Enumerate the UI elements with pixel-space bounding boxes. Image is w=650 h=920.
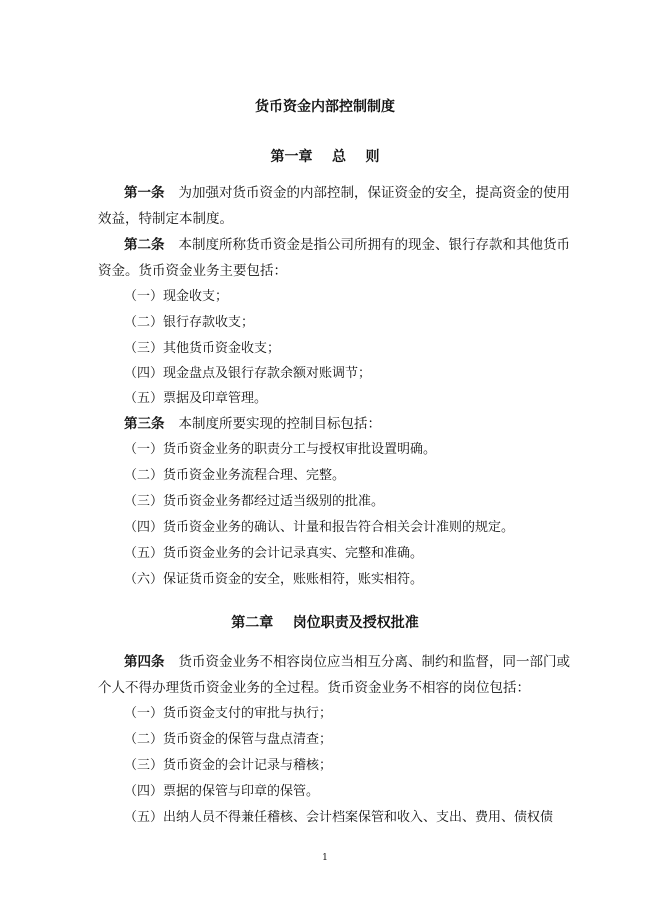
article-4-item-5: （五）出纳人员不得兼任稽核、会计档案保管和收入、支出、费用、债权债	[124, 810, 554, 825]
document-title: 货币资金内部控制制度	[255, 99, 395, 115]
page-number: 1	[322, 853, 328, 863]
article-2-item-2: （二）银行存款收支；	[124, 315, 255, 330]
article-1-label: 第一条	[124, 185, 165, 201]
article-2-line-1	[124, 235, 594, 255]
article-4-item-1: （一）货币资金支付的审批与执行；	[124, 706, 333, 721]
article-2-item-4: （四）现金盘点及银行存款余额对账调节；	[124, 366, 372, 381]
article-3-label: 第三条	[124, 416, 165, 432]
article-4-line-1	[124, 652, 594, 672]
article-3-item-4: （四）货币资金业务的确认、计量和报告符合相关会计准则的规定。	[124, 520, 515, 535]
article-4-label: 第四条	[124, 654, 165, 670]
article-2-item-5: （五）票据及印章管理。	[124, 391, 268, 406]
article-2-item-1: （一）现金收支；	[124, 289, 229, 304]
article-4-text-2: 个人不得办理货币资金业务的全过程。货币资金业务不相容的岗位包括：	[98, 680, 530, 696]
article-4-item-4: （四）票据的保管与印章的保管。	[124, 784, 320, 799]
article-4-item-2: （二）货币资金的保管与盘点清查；	[124, 732, 333, 747]
chapter-2-heading: 第二章 岗位职责及授权批准	[231, 615, 419, 631]
article-3-item-3: （三）货币资金业务都经过适当级别的批准。	[124, 494, 385, 509]
article-4-item-3: （三）货币资金的会计记录与稽核；	[124, 758, 333, 773]
article-1-line-1	[124, 183, 594, 203]
article-4-text-1: 货币资金业务不相容岗位应当相互分离、制约和监督，同一部门或	[178, 654, 570, 670]
article-1-text-2: 效益，特制定本制度。	[98, 211, 233, 227]
article-2-item-3: （三）其他货币资金收支；	[124, 341, 281, 356]
article-1-text-1: 为加强对货币资金的内部控制，保证资金的安全，提高资金的使用	[178, 185, 570, 201]
article-2-label: 第二条	[124, 237, 165, 253]
article-3-text-1: 本制度所要实现的控制目标包括：	[178, 416, 381, 432]
article-3-line-1	[124, 414, 594, 434]
article-3-item-5: （五）货币资金业务的会计记录真实、完整和准确。	[124, 546, 424, 561]
chapter-1-heading: 第一章 总 则	[270, 149, 380, 165]
article-3-item-1: （一）货币资金业务的职责分工与授权审批设置明确。	[124, 442, 437, 457]
article-3-item-6: （六）保证货币资金的安全，账账相符，账实相符。	[124, 572, 424, 587]
article-2-text-1: 本制度所称货币资金是指公司所拥有的现金、银行存款和其他货币	[178, 237, 570, 253]
article-2-text-2: 资金。货币资金业务主要包括：	[98, 263, 287, 279]
article-3-item-2: （二）货币资金业务流程合理、完整。	[124, 468, 346, 483]
